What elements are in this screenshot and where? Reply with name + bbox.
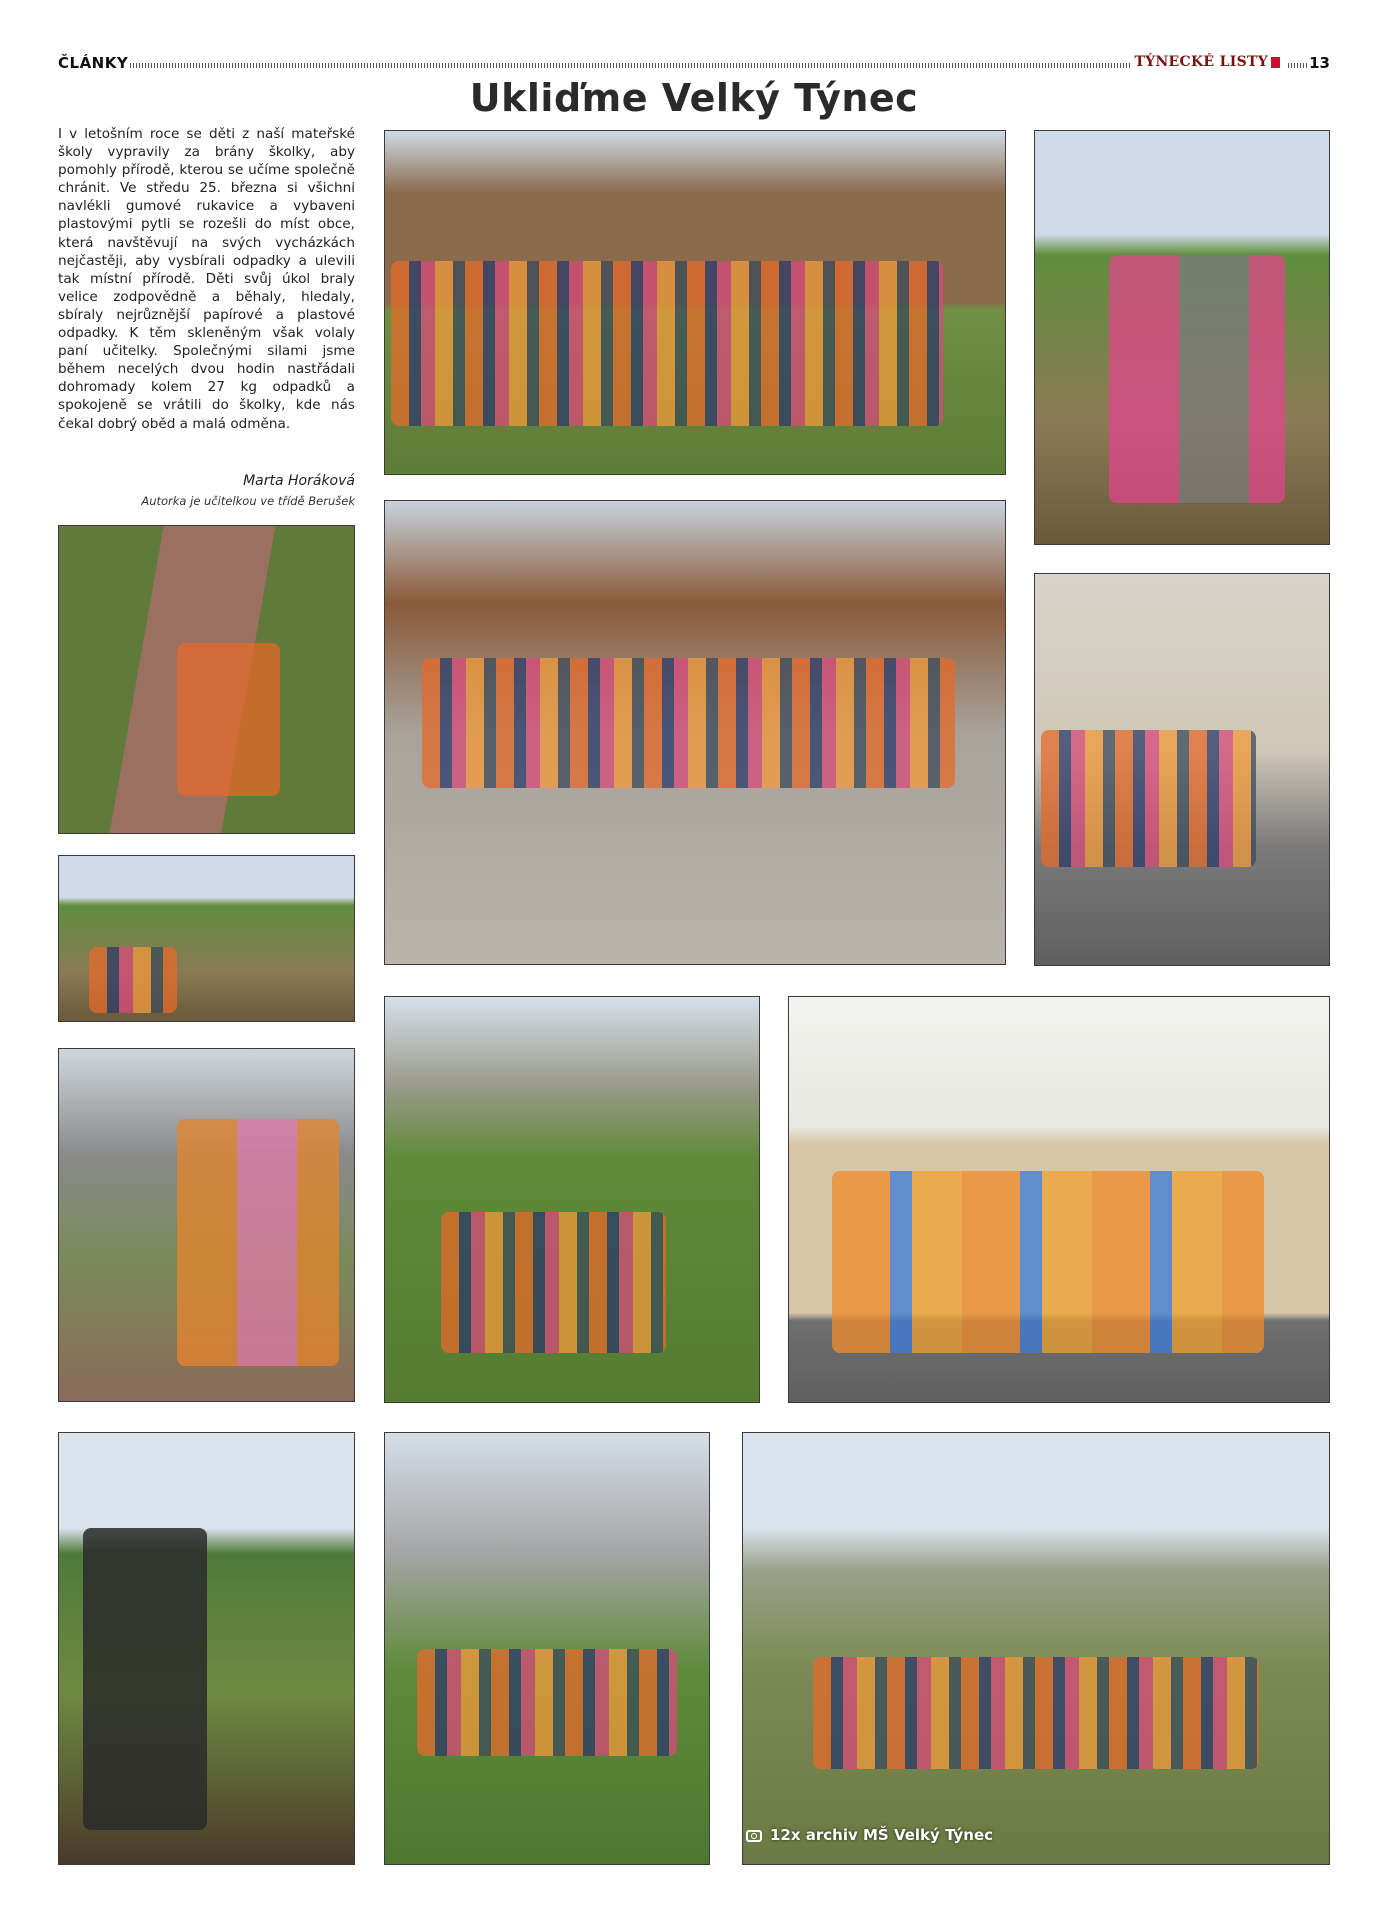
photo-teacher-bag — [58, 1432, 355, 1865]
page-header — [58, 54, 1330, 76]
header-dotted-rule — [130, 63, 1130, 68]
article-title: Ukliďme Velký Týnec — [469, 76, 919, 120]
article-author-note: Autorka je učitelkou ve třídě Berušek — [141, 494, 355, 508]
photo-credit — [746, 1826, 993, 1844]
photo-credit-text: 12x archiv MŠ Velký Týnec — [770, 1826, 994, 1844]
page-number: 13 — [1309, 54, 1330, 72]
photo-field-ditch — [58, 855, 355, 1022]
photo-girl-fence — [58, 1048, 355, 1402]
photo-child-path — [58, 525, 355, 834]
header-dotted-rule-short — [1288, 63, 1308, 68]
photo-group-fence — [384, 130, 1006, 475]
article-body: I v letošním roce se děti z naší mateřské školy vypravily za brány školky, aby pomohly přírodě, kterou se učíme společně chránit. Ve středu 25. března si všichni navlékli gumové rukavice a vybaveni plastovými pytli se rozešli do míst obce, která navštěvují na svých vycházkách nejčastěji, aby vysbírali odpadky a ulevili tak místní přírodě. Děti svůj úkol braly velice zodpovědně a běhaly, hledaly, sbíraly nejrůznější papírové a plastové odpadky. K těm skleněným však volaly paní učitelky. Společnými silami jsme během necelých dvou hodin nastřádali dohromady kolem 27 kg odpadků a spokojeně se vrátili do školky, kde nás čekal dobrý oběd a malá odměna. — [58, 126, 355, 432]
photo-group-insect-house — [384, 1432, 710, 1865]
masthead: TÝNECKÉ LISTY — [1134, 54, 1268, 70]
masthead-logo-icon — [1271, 57, 1280, 68]
photo-group-facade — [788, 996, 1330, 1403]
article-author: Marta Horáková — [243, 473, 355, 489]
photo-group-field-wide — [742, 1432, 1330, 1865]
section-label: ČLÁNKY — [58, 54, 129, 72]
camera-icon — [746, 1830, 762, 1842]
photo-group-playground — [384, 500, 1006, 965]
photo-two-girls-meadow — [1034, 130, 1330, 545]
photo-group-building — [1034, 573, 1330, 966]
photo-garden-walk — [384, 996, 760, 1403]
